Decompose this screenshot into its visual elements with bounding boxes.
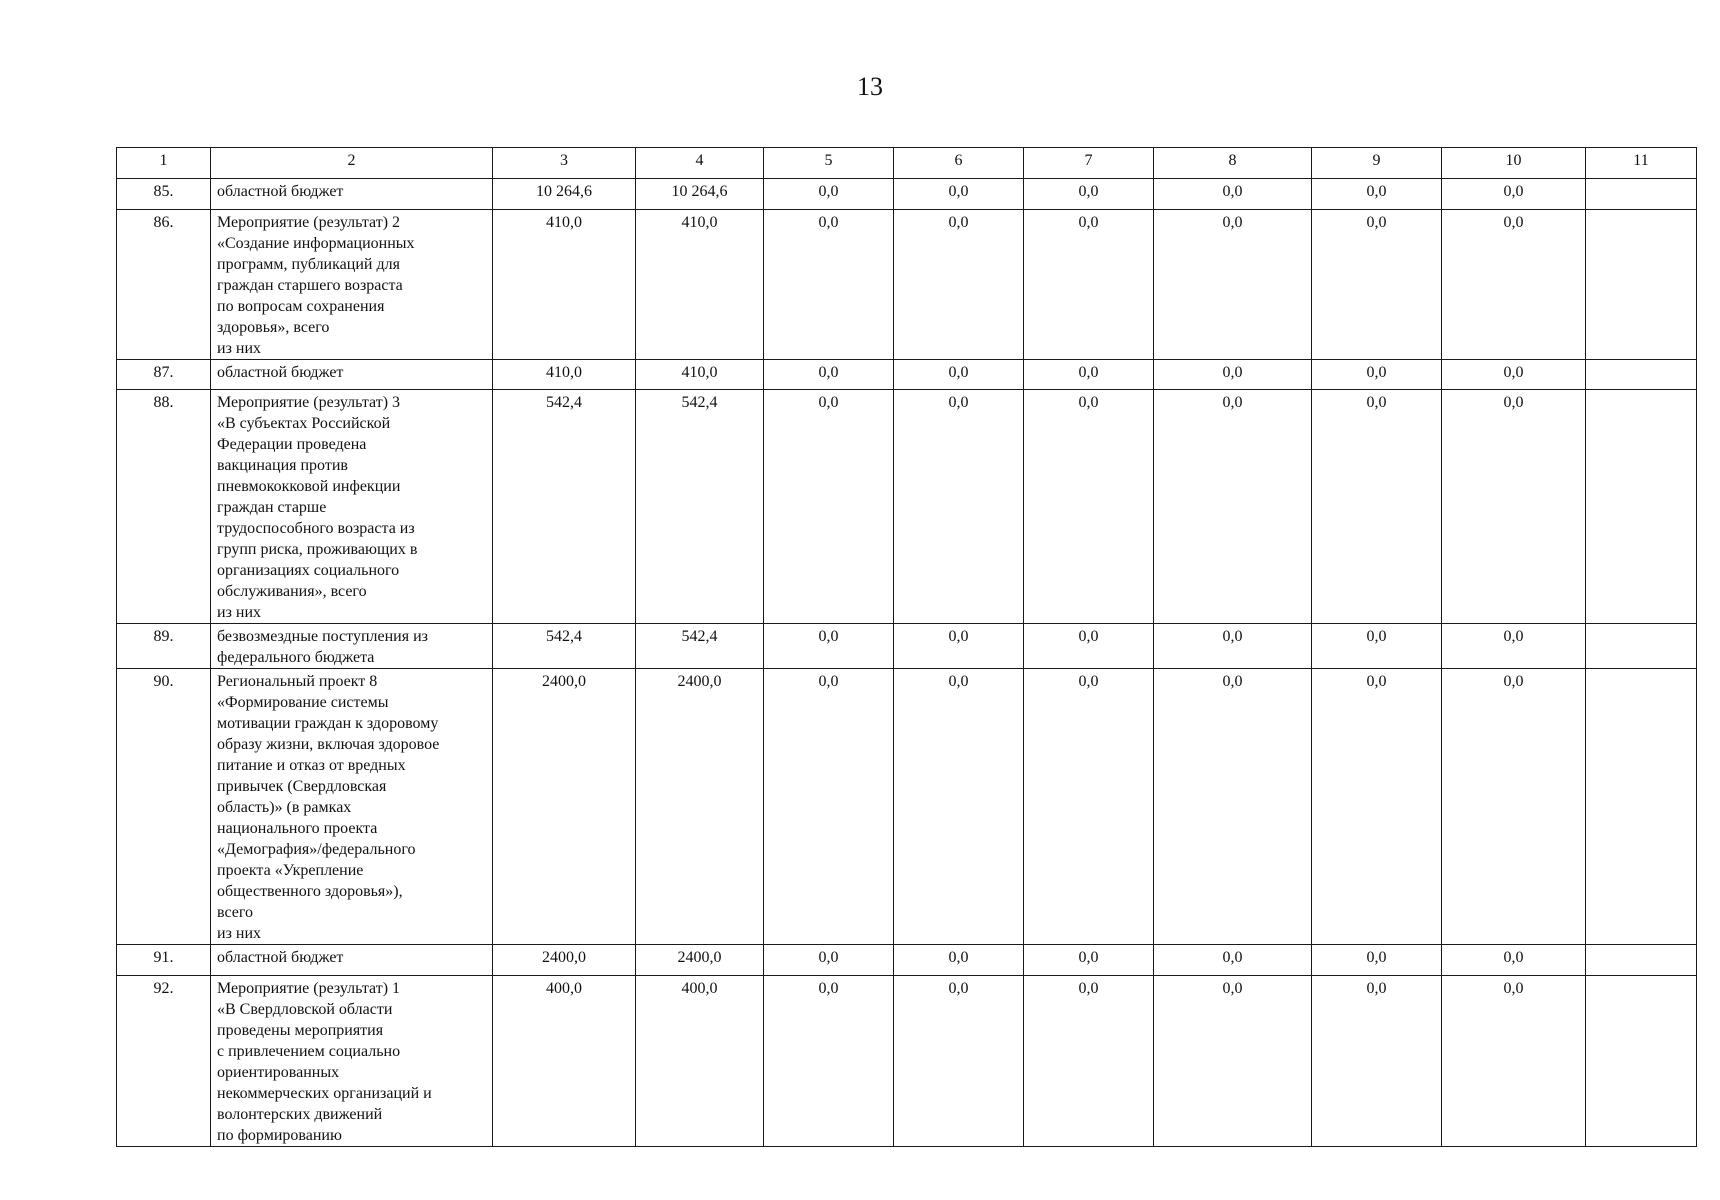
table-row bbox=[117, 945, 1697, 976]
row-number: 92. bbox=[117, 976, 211, 1147]
value-cell: 0,0 bbox=[1442, 179, 1586, 210]
column-header: 6 bbox=[894, 148, 1024, 179]
value-cell: 0,0 bbox=[1312, 669, 1442, 945]
value-cell: 0,0 bbox=[894, 360, 1024, 390]
value-cell: 0,0 bbox=[1312, 390, 1442, 624]
column-header: 11 bbox=[1586, 148, 1697, 179]
value-cell: 410,0 bbox=[493, 210, 636, 360]
value-cell: 410,0 bbox=[636, 210, 764, 360]
value-cell: 400,0 bbox=[493, 976, 636, 1147]
column-header: 8 bbox=[1154, 148, 1312, 179]
value-cell: 410,0 bbox=[493, 360, 636, 390]
row-name: областной бюджет bbox=[211, 945, 493, 976]
column-header: 1 bbox=[117, 148, 211, 179]
value-cell: 0,0 bbox=[1312, 624, 1442, 669]
value-cell: 0,0 bbox=[1312, 179, 1442, 210]
row-number: 90. bbox=[117, 669, 211, 945]
column-header: 2 bbox=[211, 148, 493, 179]
value-cell: 400,0 bbox=[636, 976, 764, 1147]
value-cell bbox=[1586, 624, 1697, 669]
row-number: 91. bbox=[117, 945, 211, 976]
value-cell: 0,0 bbox=[764, 390, 894, 624]
value-cell: 0,0 bbox=[1442, 210, 1586, 360]
value-cell bbox=[1586, 390, 1697, 624]
column-header: 7 bbox=[1024, 148, 1154, 179]
value-cell: 0,0 bbox=[1024, 624, 1154, 669]
value-cell: 0,0 bbox=[894, 179, 1024, 210]
value-cell: 0,0 bbox=[1154, 945, 1312, 976]
row-number: 85. bbox=[117, 179, 211, 210]
value-cell: 0,0 bbox=[1154, 669, 1312, 945]
value-cell: 0,0 bbox=[1024, 179, 1154, 210]
value-cell: 542,4 bbox=[493, 624, 636, 669]
row-name: Мероприятие (результат) 3 «В субъектах Российской Федерации проведена вакцинация против пневмококковой инфекции граждан старше трудоспособного возраста из групп риска, проживающих в организациях социального обслуживания», всего из них bbox=[211, 390, 493, 624]
value-cell: 0,0 bbox=[894, 390, 1024, 624]
value-cell: 0,0 bbox=[764, 945, 894, 976]
value-cell: 0,0 bbox=[764, 179, 894, 210]
value-cell: 410,0 bbox=[636, 360, 764, 390]
value-cell: 0,0 bbox=[1024, 669, 1154, 945]
row-name: Мероприятие (результат) 1 «В Свердловской области проведены мероприятия с привлечением социально ориентированных некоммерческих организаций и волонтерских движений по формированию bbox=[211, 976, 493, 1147]
value-cell: 0,0 bbox=[894, 624, 1024, 669]
value-cell: 2400,0 bbox=[493, 945, 636, 976]
table-row bbox=[117, 624, 1697, 669]
value-cell: 2400,0 bbox=[636, 669, 764, 945]
value-cell: 0,0 bbox=[1154, 360, 1312, 390]
value-cell: 0,0 bbox=[1312, 360, 1442, 390]
value-cell bbox=[1586, 976, 1697, 1147]
column-header: 4 bbox=[636, 148, 764, 179]
value-cell bbox=[1586, 179, 1697, 210]
value-cell: 10 264,6 bbox=[493, 179, 636, 210]
value-cell: 2400,0 bbox=[636, 945, 764, 976]
table-header-row bbox=[117, 148, 1697, 179]
row-name: областной бюджет bbox=[211, 360, 493, 390]
value-cell: 0,0 bbox=[1154, 179, 1312, 210]
value-cell: 542,4 bbox=[493, 390, 636, 624]
value-cell: 0,0 bbox=[1442, 390, 1586, 624]
value-cell: 0,0 bbox=[1312, 945, 1442, 976]
value-cell: 542,4 bbox=[636, 390, 764, 624]
value-cell: 0,0 bbox=[1024, 360, 1154, 390]
value-cell: 0,0 bbox=[764, 624, 894, 669]
value-cell: 10 264,6 bbox=[636, 179, 764, 210]
table-row bbox=[117, 390, 1697, 624]
value-cell bbox=[1586, 669, 1697, 945]
value-cell: 0,0 bbox=[1442, 624, 1586, 669]
value-cell: 0,0 bbox=[1312, 976, 1442, 1147]
row-number: 87. bbox=[117, 360, 211, 390]
row-name: областной бюджет bbox=[211, 179, 493, 210]
value-cell: 0,0 bbox=[764, 360, 894, 390]
table-body bbox=[117, 148, 1697, 1147]
value-cell: 0,0 bbox=[764, 976, 894, 1147]
value-cell bbox=[1586, 210, 1697, 360]
table-row bbox=[117, 360, 1697, 390]
value-cell: 0,0 bbox=[894, 945, 1024, 976]
value-cell: 0,0 bbox=[764, 669, 894, 945]
table-row bbox=[117, 976, 1697, 1147]
column-header: 3 bbox=[493, 148, 636, 179]
value-cell: 2400,0 bbox=[493, 669, 636, 945]
value-cell: 0,0 bbox=[1024, 210, 1154, 360]
value-cell: 0,0 bbox=[1154, 210, 1312, 360]
page-number: 13 bbox=[857, 72, 883, 101]
row-name: Региональный проект 8 «Формирование системы мотивации граждан к здоровому образу жизни, включая здоровое питание и отказ от вредных привычек (Свердловская область)» (в рамках национального проекта «Демография»/федерального проекта «Укрепление общественного здоровья»), всего из них bbox=[211, 669, 493, 945]
row-number: 88. bbox=[117, 390, 211, 624]
value-cell: 0,0 bbox=[1442, 669, 1586, 945]
value-cell: 0,0 bbox=[894, 976, 1024, 1147]
row-number: 89. bbox=[117, 624, 211, 669]
value-cell: 0,0 bbox=[1312, 210, 1442, 360]
value-cell: 0,0 bbox=[894, 210, 1024, 360]
table-row bbox=[117, 210, 1697, 360]
value-cell: 0,0 bbox=[1442, 360, 1586, 390]
column-header: 9 bbox=[1312, 148, 1442, 179]
value-cell: 0,0 bbox=[1442, 976, 1586, 1147]
table-row bbox=[117, 179, 1697, 210]
table-row bbox=[117, 669, 1697, 945]
value-cell: 0,0 bbox=[1024, 390, 1154, 624]
value-cell: 0,0 bbox=[1154, 624, 1312, 669]
value-cell bbox=[1586, 360, 1697, 390]
row-number: 86. bbox=[117, 210, 211, 360]
value-cell: 542,4 bbox=[636, 624, 764, 669]
value-cell: 0,0 bbox=[1024, 945, 1154, 976]
value-cell: 0,0 bbox=[1154, 976, 1312, 1147]
value-cell: 0,0 bbox=[894, 669, 1024, 945]
value-cell: 0,0 bbox=[764, 210, 894, 360]
column-header: 10 bbox=[1442, 148, 1586, 179]
row-name: безвозмездные поступления из федерального бюджета bbox=[211, 624, 493, 669]
value-cell: 0,0 bbox=[1024, 976, 1154, 1147]
row-name: Мероприятие (результат) 2 «Создание информационных программ, публикаций для граждан старшего возраста по вопросам сохранения здоровья», всего из них bbox=[211, 210, 493, 360]
column-header: 5 bbox=[764, 148, 894, 179]
value-cell: 0,0 bbox=[1442, 945, 1586, 976]
value-cell bbox=[1586, 945, 1697, 976]
value-cell: 0,0 bbox=[1154, 390, 1312, 624]
budget-table bbox=[116, 147, 1697, 1147]
